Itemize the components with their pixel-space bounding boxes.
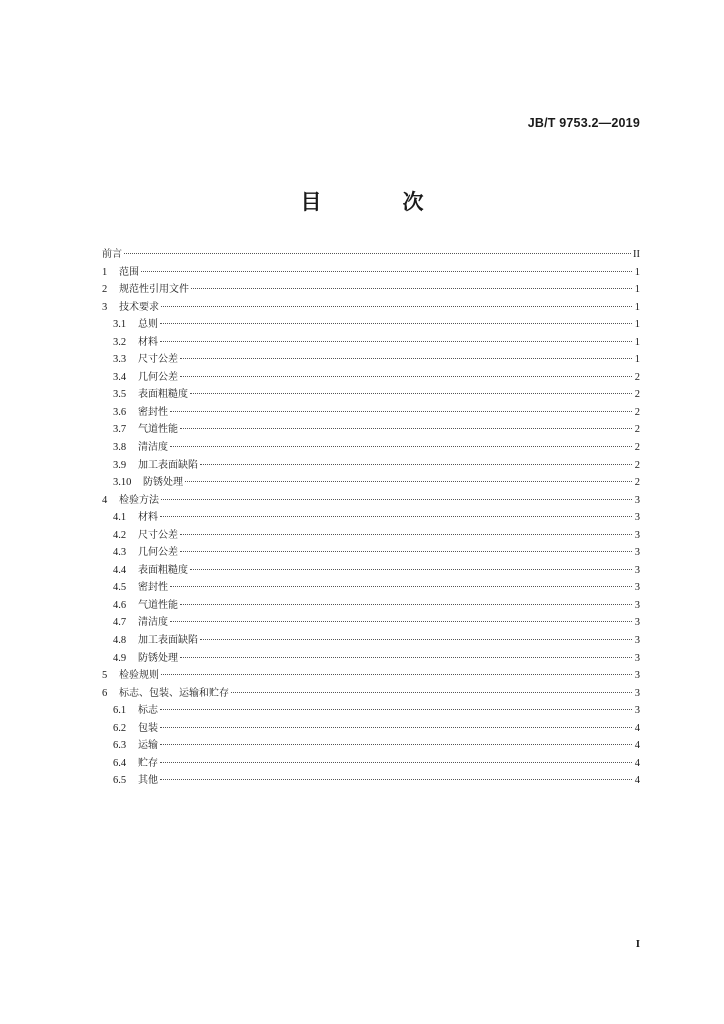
toc-entry[interactable]: [102, 737, 640, 755]
toc-dot-leader: [124, 253, 631, 254]
toc-page-ref: 2: [634, 459, 640, 471]
toc-dot-leader: [200, 464, 632, 465]
toc-entry[interactable]: [102, 492, 640, 510]
toc-section-number: 4.4: [113, 564, 127, 576]
toc-section-title: 尺寸公差: [138, 529, 178, 541]
toc-section-number: 4.5: [113, 582, 127, 594]
toc-dot-leader: [160, 779, 632, 780]
toc-page-ref: 1: [634, 266, 640, 278]
toc-entry[interactable]: [102, 544, 640, 562]
toc-section-title: 检验规则: [119, 670, 159, 682]
toc-page-ref: 2: [634, 389, 640, 401]
toc-section-title: 前言: [102, 249, 122, 260]
toc-entry[interactable]: [102, 421, 640, 439]
toc-entry[interactable]: [102, 386, 640, 404]
table-of-contents: [102, 246, 640, 790]
toc-section-title: 几何公差: [138, 547, 178, 559]
toc-entry[interactable]: [102, 527, 640, 545]
toc-section-title: 密封性: [138, 406, 168, 418]
toc-entry[interactable]: [102, 334, 640, 352]
toc-dot-leader: [185, 481, 632, 482]
toc-section-number: 3.2: [113, 336, 127, 348]
toc-page-ref: 1: [634, 319, 640, 331]
toc-page-ref: 1: [634, 301, 640, 313]
toc-page-ref: 1: [634, 336, 640, 348]
toc-dot-leader: [190, 569, 632, 570]
toc-section-number: 1: [102, 266, 108, 278]
toc-section-title: 表面粗糙度: [138, 564, 188, 576]
toc-entry[interactable]: [102, 439, 640, 457]
toc-dot-leader: [170, 621, 632, 622]
toc-entry[interactable]: [102, 685, 640, 703]
toc-page-ref: 2: [634, 424, 640, 436]
toc-entry[interactable]: [102, 562, 640, 580]
toc-dot-leader: [180, 604, 632, 605]
toc-page-ref: 4: [634, 757, 640, 769]
toc-section-title: 范围: [119, 266, 139, 278]
toc-dot-leader: [170, 446, 632, 447]
toc-dot-leader: [180, 534, 632, 535]
toc-section-number: 3.10: [113, 477, 132, 489]
toc-dot-leader: [161, 499, 632, 500]
toc-section-title: 运输: [138, 740, 158, 752]
toc-entry[interactable]: [102, 351, 640, 369]
toc-dot-leader: [200, 639, 632, 640]
toc-entry[interactable]: [102, 474, 640, 492]
toc-section-title: 包装: [138, 722, 158, 734]
toc-section-title: 防锈处理: [138, 652, 178, 664]
toc-section-number: 3.6: [113, 406, 127, 418]
toc-entry[interactable]: [102, 702, 640, 720]
toc-section-title: 其他: [138, 775, 158, 787]
toc-section-title: 规范性引用文件: [119, 284, 189, 296]
toc-section-number: 3: [102, 301, 108, 313]
toc-section-number: 6.5: [113, 775, 127, 787]
toc-page-ref: 2: [634, 442, 640, 454]
toc-section-number: 3.8: [113, 442, 127, 454]
toc-section-title: 几何公差: [138, 371, 178, 383]
toc-dot-leader: [180, 551, 632, 552]
toc-entry[interactable]: [102, 650, 640, 668]
toc-section-title: 材料: [138, 512, 158, 524]
toc-section-title: 标志: [138, 705, 158, 717]
toc-section-title: 贮存: [138, 757, 158, 769]
toc-dot-leader: [170, 411, 632, 412]
toc-entry[interactable]: [102, 316, 640, 334]
toc-page-ref: 3: [634, 635, 640, 647]
toc-section-title: 材料: [138, 336, 158, 348]
toc-page-ref: 3: [634, 599, 640, 611]
toc-section-title: 加工表面缺陷: [138, 459, 198, 471]
toc-entry[interactable]: [102, 597, 640, 615]
toc-section-number: 4: [102, 494, 108, 506]
toc-dot-leader: [190, 393, 632, 394]
toc-entry[interactable]: [102, 264, 640, 282]
toc-dot-leader: [180, 428, 632, 429]
toc-page-ref: 3: [634, 582, 640, 594]
toc-title: 目 次: [300, 190, 454, 214]
toc-section-title: 表面粗糙度: [138, 389, 188, 401]
toc-entry[interactable]: [102, 299, 640, 317]
toc-entry[interactable]: [102, 667, 640, 685]
toc-page-ref: 3: [634, 670, 640, 682]
toc-section-number: 6.1: [113, 705, 127, 717]
toc-page-ref: 3: [634, 547, 640, 559]
toc-entry[interactable]: [102, 369, 640, 387]
toc-section-number: 4.7: [113, 617, 127, 629]
toc-section-number: 4.3: [113, 547, 127, 559]
toc-section-number: 3.5: [113, 389, 127, 401]
toc-page-ref: II: [633, 249, 640, 260]
toc-dot-leader: [160, 709, 632, 710]
toc-section-title: 清洁度: [138, 442, 168, 454]
toc-dot-leader: [161, 674, 632, 675]
toc-entry[interactable]: [102, 404, 640, 422]
toc-page-ref: 4: [634, 722, 640, 734]
toc-section-title: 防锈处理: [143, 477, 183, 489]
toc-section-title: 尺寸公差: [138, 354, 178, 366]
toc-dot-leader: [180, 358, 632, 359]
toc-entry[interactable]: [102, 632, 640, 650]
toc-dot-leader: [170, 586, 632, 587]
toc-entry[interactable]: [102, 246, 640, 264]
toc-section-number: 6: [102, 687, 108, 699]
toc-section-number: 3.4: [113, 371, 127, 383]
toc-section-title: 标志、包装、运输和贮存: [119, 687, 229, 699]
toc-section-title: 技术要求: [119, 301, 159, 313]
toc-section-number: 3.1: [113, 319, 127, 331]
toc-page-ref: 3: [634, 512, 640, 524]
toc-page-ref: 4: [634, 740, 640, 752]
toc-entry[interactable]: [102, 457, 640, 475]
toc-dot-leader: [160, 762, 632, 763]
toc-section-title: 清洁度: [138, 617, 168, 629]
toc-section-number: 6.2: [113, 722, 127, 734]
toc-section-number: 5: [102, 670, 108, 682]
toc-entry[interactable]: [102, 720, 640, 738]
toc-page-ref: 1: [634, 354, 640, 366]
toc-entry[interactable]: [102, 509, 640, 527]
toc-section-number: 4.2: [113, 529, 127, 541]
toc-section-number: 4.8: [113, 635, 127, 647]
toc-entry[interactable]: [102, 281, 640, 299]
toc-page-ref: 3: [634, 705, 640, 717]
toc-section-number: 4.9: [113, 652, 127, 664]
toc-section-number: 4.1: [113, 512, 127, 524]
toc-section-number: 6.3: [113, 740, 127, 752]
document-code: JB/T 9753.2—2019: [527, 116, 640, 130]
toc-dot-leader: [231, 692, 632, 693]
toc-section-number: 3.7: [113, 424, 127, 436]
toc-section-number: 3.9: [113, 459, 127, 471]
toc-entry[interactable]: [102, 772, 640, 790]
toc-section-number: 2: [102, 284, 108, 296]
toc-page-ref: 3: [634, 687, 640, 699]
toc-dot-leader: [180, 376, 632, 377]
toc-section-title: 加工表面缺陷: [138, 635, 198, 647]
toc-dot-leader: [161, 306, 632, 307]
toc-section-number: 6.4: [113, 757, 127, 769]
toc-dot-leader: [180, 657, 632, 658]
toc-entry[interactable]: [102, 755, 640, 773]
toc-dot-leader: [160, 323, 632, 324]
toc-dot-leader: [160, 516, 632, 517]
toc-entry[interactable]: [102, 614, 640, 632]
toc-entry[interactable]: [102, 579, 640, 597]
toc-dot-leader: [141, 271, 632, 272]
toc-section-title: 气道性能: [138, 424, 178, 436]
toc-page-ref: 2: [634, 406, 640, 418]
toc-dot-leader: [160, 744, 632, 745]
toc-section-number: 3.3: [113, 354, 127, 366]
toc-page-ref: 2: [634, 477, 640, 489]
toc-page-ref: 3: [634, 617, 640, 629]
toc-page-ref: 1: [634, 284, 640, 296]
toc-section-number: 4.6: [113, 599, 127, 611]
toc-page-ref: 3: [634, 529, 640, 541]
toc-page-ref: 4: [634, 775, 640, 787]
toc-section-title: 气道性能: [138, 599, 178, 611]
toc-section-title: 检验方法: [119, 494, 159, 506]
toc-dot-leader: [160, 727, 632, 728]
toc-dot-leader: [160, 341, 632, 342]
toc-section-title: 密封性: [138, 582, 168, 594]
toc-page-ref: 3: [634, 564, 640, 576]
toc-section-title: 总则: [138, 319, 158, 331]
page-number: I: [635, 938, 640, 950]
toc-page-ref: 3: [634, 652, 640, 664]
toc-dot-leader: [191, 288, 632, 289]
toc-page-ref: 2: [634, 371, 640, 383]
toc-page-ref: 3: [634, 494, 640, 506]
